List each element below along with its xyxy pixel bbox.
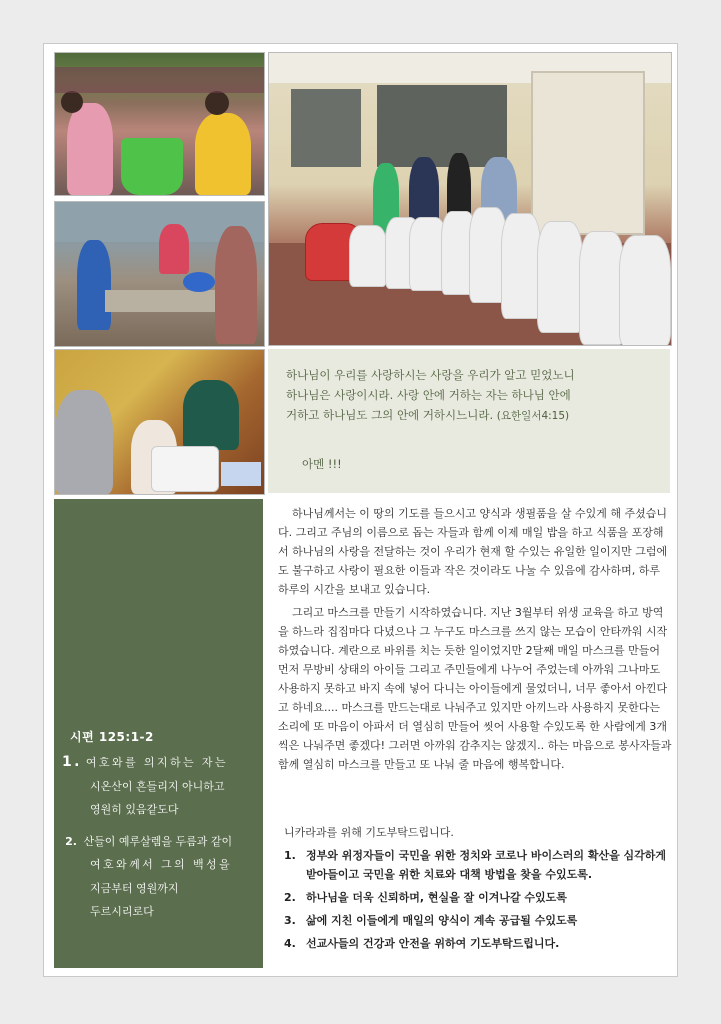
psalm-list — [62, 751, 258, 924]
psalm-item-2-line-2: 여호와께서 그의 백성을 — [90, 858, 233, 871]
prayer-list — [284, 846, 674, 957]
psalm-item-2-line-3: 지금부터 영원까지 — [90, 881, 179, 895]
psalm-item-1-text-1: 여호와를 의지하는 자는 — [85, 756, 228, 769]
photo-mask-sewing — [54, 349, 265, 495]
prayer-item-number: 4. — [284, 937, 296, 950]
psalm-item-1-line-2: 시온산이 흔들리지 아니하고 — [90, 779, 225, 793]
prayer-item-text: 하나님을 더욱 신뢰하며, 현실을 잘 이겨나갈 수있도록 — [306, 891, 567, 904]
verse-line-1: 하나님이 우리를 사랑하시는 사랑을 우리가 알고 믿었노니 — [286, 368, 575, 382]
prayer-item-text: 삶에 지친 이들에게 매일의 양식이 계속 공급될 수있도록 — [306, 914, 578, 927]
psalm-item-2-text-1: 산들이 예루살렘을 두름과 같이 — [83, 834, 233, 848]
prayer-item-number: 3. — [284, 914, 296, 927]
prayer-item-text: 정부와 위정자들이 국민을 위한 정치와 코로나 바이스러의 확산을 심각하게 받아들이고 국민을 위한 치료와 대책 방법을 찾을 수있도록. — [306, 849, 667, 881]
photo-outdoor-food-preparation — [54, 201, 265, 347]
photo-food-sacks-at-church — [268, 52, 672, 346]
body-paragraph-2: 그리고 마스크를 만들기 시작하였습니다. 지난 3월부터 위생 교육을 하고 방역을 하느라 집집마다 다녔으나 그 누구도 마스크를 쓰지 않는 모습이 안타까워 시작하였습니다. 계란으로 바위를 치는 듯한 일이었지만 2달째 매일 마스크를 만들어 먼저 무방비 상태의 아이들 그리고 주민들에게 나누어 주었는데 아까워 그나마도 사용하지 못하고 바지 속에 넣어 다니는 아이들에게 물었더니, 너무 좋아서 아낀다고 하네요.... 마스크를 만드는대로 나눠주고 있지만 아끼느라 사용하지 못한다는 소리에 또 마음이 아파서 더 열심히 만들어 씻어 사용할 수있도록 한 사람에게 3개씩은 나눠주면 좋겠다! 그러면 아까워 감추지는 않겠지.. 하는 마음으로 봉사자들과 함께 열심히 마스크를 만들고 또 나눠 줄 마음에 행복합니다. — [278, 606, 672, 771]
verse-reference: (요한일서4:15) — [496, 410, 570, 422]
photo-volunteers-washing-food — [54, 52, 265, 196]
body-paragraph-1: 하나님께서는 이 땅의 기도를 들으시고 양식과 생필품을 살 수있게 해 주셨습니다. 그리고 주님의 이름으로 돕는 자들과 함께 이제 매일 밥을 하고 식품을 포장해서 하나님의 사랑을 전달하는 것이 우리가 현재 할 수있는 유일한 일이지만 그럼에도 불구하고 사랑이 필요한 이들과 작은 것이라도 나눌 수 있음에 감사하며, 하루 하루의 시간을 보내고 있습니다. — [278, 507, 668, 596]
psalm-item-2-line-4: 두르시리로다 — [90, 905, 154, 918]
newsletter-page — [43, 43, 678, 977]
psalm-item-2-line-1 — [62, 830, 258, 854]
verse-line-3 — [286, 405, 656, 426]
bible-verse-box — [268, 349, 670, 493]
verse-line-2: 하나님은 사랑이시라. 사랑 안에 거하는 자는 하나님 안에 — [286, 388, 571, 402]
prayer-item — [284, 846, 674, 884]
psalm-item-1-line-1 — [62, 751, 258, 775]
psalm-item-1-number: 1. — [62, 754, 82, 770]
newsletter-body — [278, 504, 672, 774]
prayer-item-number: 2. — [284, 891, 296, 904]
prayer-heading: 니카라과를 위해 기도부탁드립니다. — [284, 826, 454, 839]
prayer-item — [284, 934, 674, 953]
psalm-item-2-number: 2. — [65, 834, 77, 848]
verse-line-3-text: 거하고 하나님도 그의 안에 거하시느니라. — [286, 408, 494, 422]
prayer-item-number: 1. — [284, 849, 296, 862]
psalm-title: 시편 125:1-2 — [70, 730, 154, 744]
prayer-item — [284, 888, 674, 907]
prayer-item — [284, 911, 674, 930]
psalm-item-1-line-3: 영원히 있음같도다 — [90, 803, 179, 816]
psalm-box — [54, 499, 263, 968]
prayer-item-text: 선교사들의 건강과 안전을 위하여 기도부탁드립니다. — [306, 937, 560, 950]
amen-text: 아멘 !!! — [302, 457, 342, 471]
verse-text — [286, 365, 656, 426]
